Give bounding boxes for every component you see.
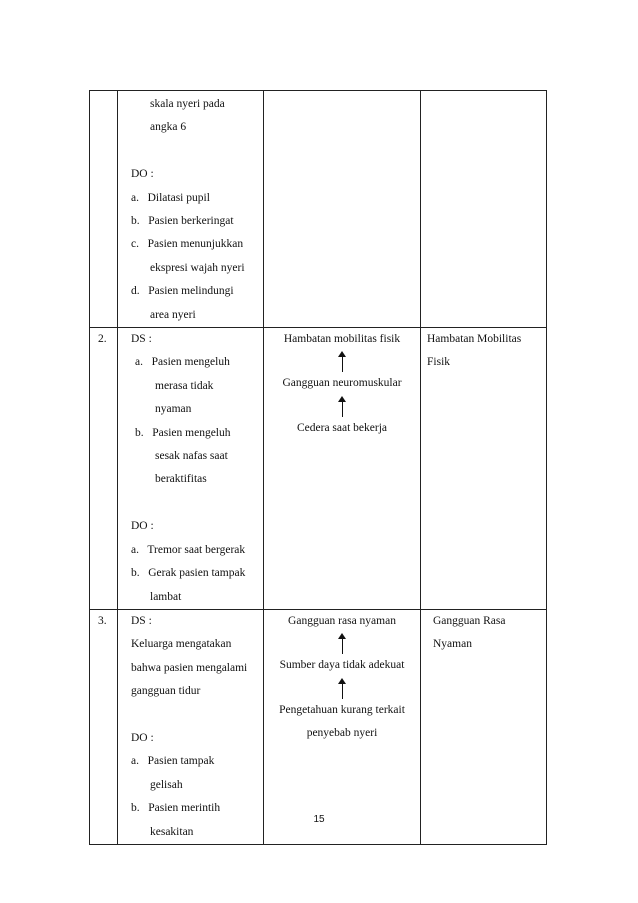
- list-item-continued: area nyeri: [150, 308, 196, 321]
- list-item: b. Pasien berkeringat: [131, 215, 234, 228]
- ds-label: DS :: [131, 333, 152, 346]
- etiology-line: Gangguan neuromuskular: [282, 377, 402, 390]
- table-row: [90, 91, 547, 328]
- data-cell: [118, 609, 264, 844]
- arrow-up-icon: [337, 678, 347, 699]
- problem-line: Gangguan Rasa: [433, 614, 506, 627]
- list-item: a. Dilatasi pupil: [131, 191, 210, 204]
- list-item-continued: ekspresi wajah nyeri: [150, 261, 245, 274]
- row-number-cell: [90, 91, 118, 328]
- data-cell: [118, 328, 264, 610]
- data-line: skala nyeri pada: [150, 98, 225, 110]
- list-item: a. Pasien mengeluh: [135, 356, 230, 369]
- row-number-cell: 2.: [90, 328, 118, 610]
- data-line: bahwa pasien mengalami: [131, 661, 248, 674]
- etiology-line: penyebab nyeri: [306, 727, 378, 740]
- problem-cell: [421, 91, 547, 328]
- table-row: [90, 328, 547, 610]
- diagnosis-table: [89, 90, 547, 845]
- list-item-continued: sesak nafas saat: [155, 450, 228, 463]
- data-cell: [118, 91, 264, 328]
- list-item-continued: kesakitan: [150, 825, 194, 838]
- problem-line: Hambatan Mobilitas: [427, 333, 522, 346]
- list-item: a. Tremor saat bergerak: [131, 543, 246, 556]
- arrow-up-icon: [337, 396, 347, 417]
- data-line: angka 6: [150, 121, 187, 134]
- etiology-cell: [264, 328, 421, 610]
- list-item: d. Pasien melindungi: [131, 285, 234, 298]
- list-item-continued: merasa tidak: [155, 379, 214, 392]
- data-line: gangguan tidur: [131, 685, 201, 698]
- arrow-up-icon: [337, 633, 347, 654]
- etiology-line: Cedera saat bekerja: [296, 421, 388, 434]
- list-item: b. Pasien merintih: [131, 802, 221, 815]
- arrow-up-icon: [337, 351, 347, 372]
- do-label: DO :: [131, 520, 154, 533]
- problem-line: Nyaman: [433, 638, 472, 651]
- ds-label: DS :: [131, 614, 152, 627]
- list-item: c. Pasien menunjukkan: [131, 238, 244, 251]
- etiology-line: Hambatan mobilitas fisik: [283, 333, 401, 346]
- problem-line: Fisik: [427, 356, 451, 369]
- etiology-cell: [264, 609, 421, 844]
- data-line: Keluarga mengatakan: [131, 638, 232, 651]
- problem-cell: [421, 328, 547, 610]
- row-number-cell: 3.: [90, 609, 118, 844]
- list-item-continued: lambat: [150, 590, 182, 603]
- etiology-cell: [264, 91, 421, 328]
- etiology-line: Sumber daya tidak adekuat: [279, 659, 405, 672]
- list-item-continued: nyaman: [155, 403, 192, 416]
- list-item-continued: beraktifitas: [155, 473, 207, 486]
- do-label: DO :: [131, 168, 154, 181]
- table-row: [90, 609, 547, 844]
- list-item: b. Gerak pasien tampak: [131, 567, 246, 580]
- page-number: 15: [313, 814, 325, 825]
- problem-cell: [421, 609, 547, 844]
- list-item: a. Pasien tampak: [131, 755, 215, 768]
- etiology-line: Gangguan rasa nyaman: [288, 614, 396, 627]
- etiology-line: Pengetahuan kurang terkait: [279, 703, 405, 716]
- do-label: DO :: [131, 731, 154, 744]
- list-item: b. Pasien mengeluh: [135, 426, 231, 439]
- list-item-continued: gelisah: [150, 778, 183, 791]
